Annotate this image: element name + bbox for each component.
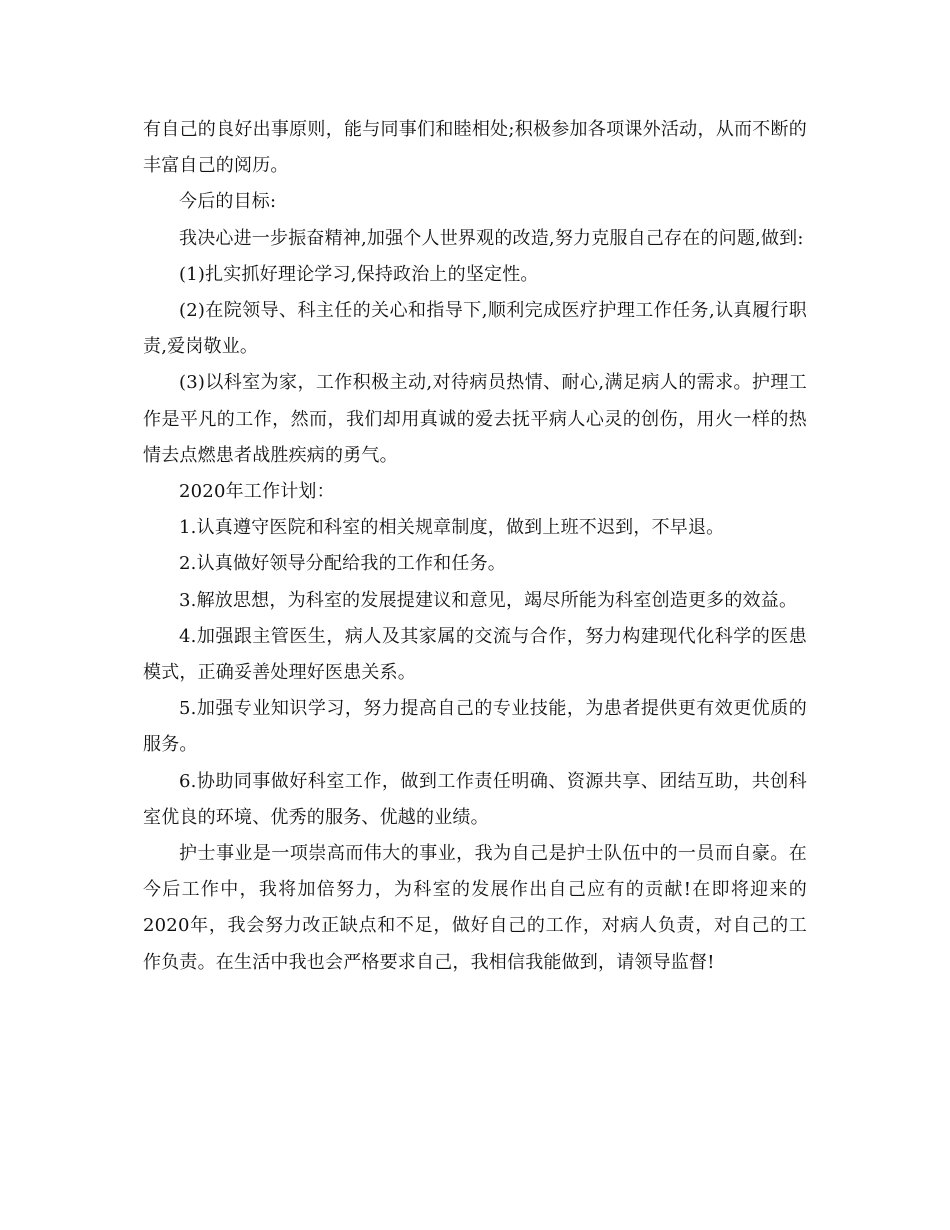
paragraph-closing: 护士事业是一项崇高而伟大的事业，我为自己是护士队伍中的一员而自豪。在今后工作中，我将加倍努力，为科室的发展作出自己应有的贡献!在即将迎来的2020年，我会努力改正缺点和不足，做好自己的工作，对病人负责，对自己的工作负责。在生活中我也会严格要求自己，我相信我能做到，请领导监督! — [143, 843, 807, 973]
paragraph-plan-1: 1.认真遵守医院和科室的相关规章制度，做到上班不迟到，不早退。 — [179, 517, 725, 539]
paragraph-goal-3: (3)以科室为家，工作积极主动,对待病员热情、耐心,满足病人的需求。护理工作是平凡的工作，然而，我们却用真诚的爱去抚平病人心灵的创伤，用火一样的热情去点燃患者战胜疾病的勇气。 — [143, 372, 807, 466]
paragraph-goals-heading: 今后的目标: — [179, 191, 277, 213]
paragraph-resolution: 我决心进一步振奋精神,加强个人世界观的改造,努力克服自己存在的问题,做到: — [179, 227, 804, 249]
paragraph-plan-6: 6.协助同事做好科室工作，做到工作责任明确、资源共享、团结互助，共创科室优良的环境、优秀的服务、优越的业绩。 — [143, 770, 807, 828]
paragraph-plan-heading: 2020年工作计划： — [179, 481, 335, 503]
paragraph-goal-1: (1)扎实抓好理论学习,保持政治上的坚定性。 — [179, 263, 539, 285]
paragraph-plan-2: 2.认真做好领导分配给我的工作和任务。 — [179, 553, 506, 575]
paragraph-plan-3: 3.解放思想，为科室的发展提建议和意见，竭尽所能为科室创造更多的效益。 — [179, 589, 798, 611]
document-body — [143, 112, 807, 981]
paragraph-plan-5: 5.加强专业知识学习，努力提高自己的专业技能，为患者提供更有效更优质的服务。 — [143, 698, 807, 756]
paragraph-goal-2: (2)在院领导、科主任的关心和指导下,顺利完成医疗护理工作任务,认真履行职责,爱岗敬业。 — [143, 300, 807, 358]
paragraph-continued: 有自己的良好出事原则，能与同事们和睦相处;积极参加各项课外活动，从而不断的丰富自己的阅历。 — [143, 119, 807, 177]
paragraph-plan-4: 4.加强跟主管医生，病人及其家属的交流与合作，努力构建现代化科学的医患模式，正确妥善处理好医患关系。 — [143, 625, 807, 684]
